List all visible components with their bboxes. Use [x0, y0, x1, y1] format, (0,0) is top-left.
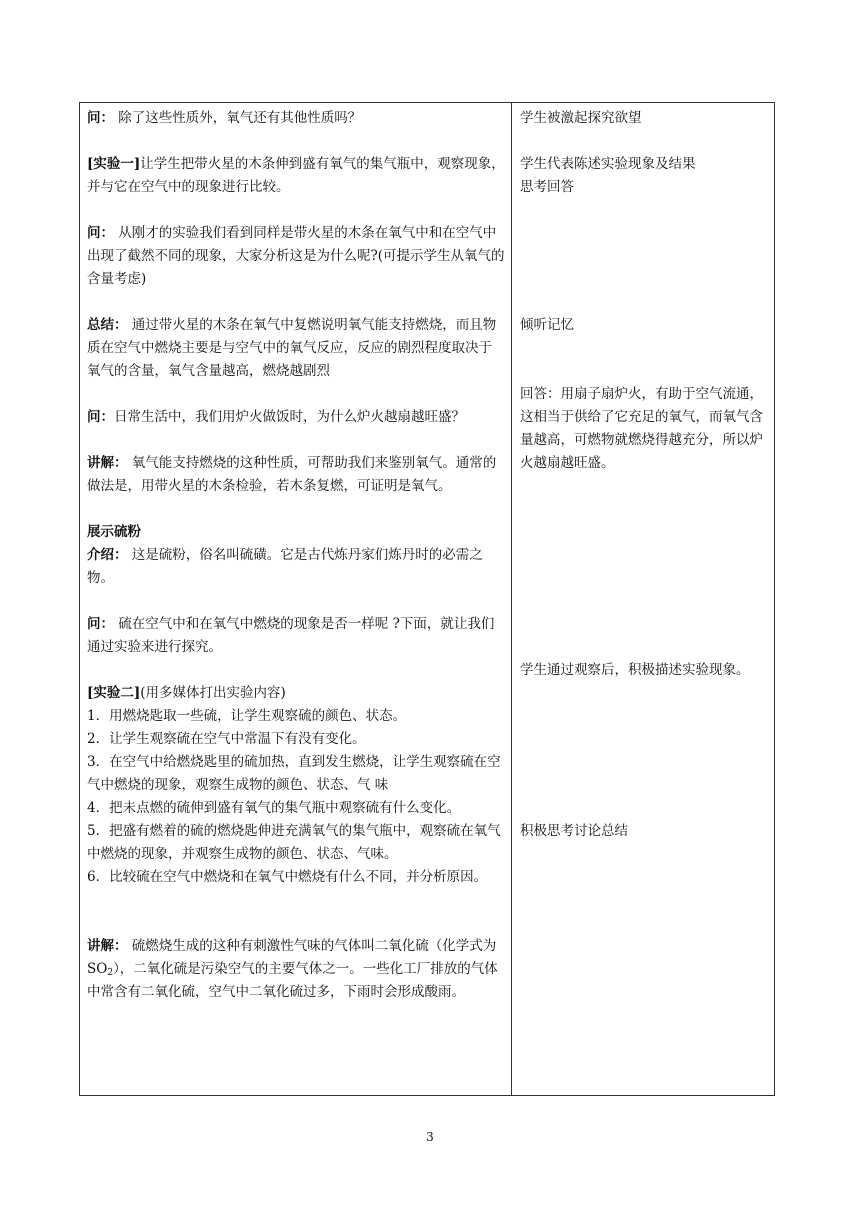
- question-3: 问：日常生活中，我们用炉火做饭时，为什么炉火越扇越旺盛？: [87, 409, 465, 425]
- question-4: 问： 硫在空气中和在氧气中燃烧的现象是否一样呢 ?下面，就让我们通过实验来进行探究。: [87, 616, 495, 655]
- student-response-6: 学生通过观察后，积极描述实验现象。: [520, 662, 750, 678]
- student-response-2: 学生代表陈述实验现象及结果: [520, 156, 696, 172]
- question-2: 问： 从刚才的实验我们看到同样是带火星的木条在氧气中和在空气中出现了截然不同的现象，大家分析这是为什么呢?(可提示学生从氧气的含量考虑): [87, 225, 505, 287]
- student-activity-column: [520, 107, 772, 843]
- experiment-step: 6．比较硫在空气中燃烧和在氧气中燃烧有什么不同，并分析原因。: [87, 869, 488, 885]
- lecture-1: 讲解： 氧气能支持燃烧的这种性质，可帮助我们来鉴别氧气。通常的做法是，用带火星的木条检验，若木条复燃，可证明是氧气。: [87, 455, 497, 494]
- question-1: 问： 除了这些性质外，氧气还有其他性质吗？: [87, 110, 362, 126]
- student-response-1: 学生被激起探究欲望: [520, 110, 642, 126]
- student-response-7: 积极思考讨论总结: [520, 823, 628, 839]
- student-response-5: 回答：用扇子扇炉火，有助于空气流通，这相当于供给了它充足的氧气，而氧气含量越高，可燃物就燃烧得越充分，所以炉火越扇越旺盛。: [520, 386, 763, 471]
- column-divider: [511, 103, 512, 1095]
- student-response-3: 思考回答: [520, 179, 574, 195]
- summary: 总结： 通过带火星的木条在氧气中复燃说明氧气能支持燃烧，而且物质在空气中燃烧主要是与空气中的氧气反应，反应的剧烈程度取决于氧气的含量，氧气含量越高，燃烧越剧烈: [87, 317, 497, 379]
- teacher-activity-column: [87, 107, 505, 1004]
- lecture-2: 讲解： 硫燃烧生成的这种有刺激性气味的气体叫二氧化硫（化学式为 $SO_2$），二氧化硫是污染空气的主要气体之一。一些化工厂排放的气体中常含有二氧化硫，空气中二氧化硫过多，下雨时会形成酸雨。: [87, 938, 498, 1000]
- student-response-4: 倾听记忆: [520, 317, 574, 333]
- experiment-step: 3．在空气中给燃烧匙里的硫加热，直到发生燃烧，让学生观察硫在空气中燃烧的现象，观察生成物的颜色、状态、气 味: [87, 754, 501, 793]
- experiment-step: 5．把盛有燃着的硫的燃烧匙伸进充满氧气的集气瓶中，观察硫在氧气中燃烧的现象，并观察生成物的颜色、状态、气味。: [87, 823, 501, 862]
- page-number: 3: [426, 1130, 434, 1144]
- experiment-step: 1．用燃烧匙取一些硫，让学生观察硫的颜色、状态。: [87, 708, 407, 724]
- experiment-2: [实验二](用多媒体打出实验内容) 1．用燃烧匙取一些硫，让学生观察硫的颜色、状态。 2．让学生观察硫在空气中常温下有没有变化。 3．在空气中给燃烧匙里的硫加热，直到发生燃烧，让学生观察硫在空气中燃烧的现象，观察生成物的颜色、状态、气 味 4．把未点燃的硫伸到盛有氧气的集气瓶中观察硫有什么变化。 5．把盛有燃着的硫的燃烧匙伸进充满氧气的集气瓶中，观察硫在氧气中燃烧的现象，并观察生成物的颜色、状态、气味。 6．比较硫在空气中燃烧和在氧气中燃烧有什么不同，并分析原因。: [87, 682, 505, 889]
- lesson-table: [79, 102, 775, 1096]
- intro: 介绍： 这是硫粉，俗名叫硫磺。它是古代炼丹家们炼丹时的必需之物。: [87, 547, 483, 586]
- show-sulfur: [87, 521, 505, 590]
- show-sulfur-title: 展示硫粉: [87, 524, 141, 540]
- experiment-step: 4．把未点燃的硫伸到盛有氧气的集气瓶中观察硫有什么变化。: [87, 800, 461, 816]
- experiment-1: [实验一]让学生把带火星的木条伸到盛有氧气的集气瓶中，观察现象，并与它在空气中的现象进行比较。: [87, 156, 505, 195]
- experiment-step: 2．让学生观察硫在空气中常温下有没有变化。: [87, 731, 366, 747]
